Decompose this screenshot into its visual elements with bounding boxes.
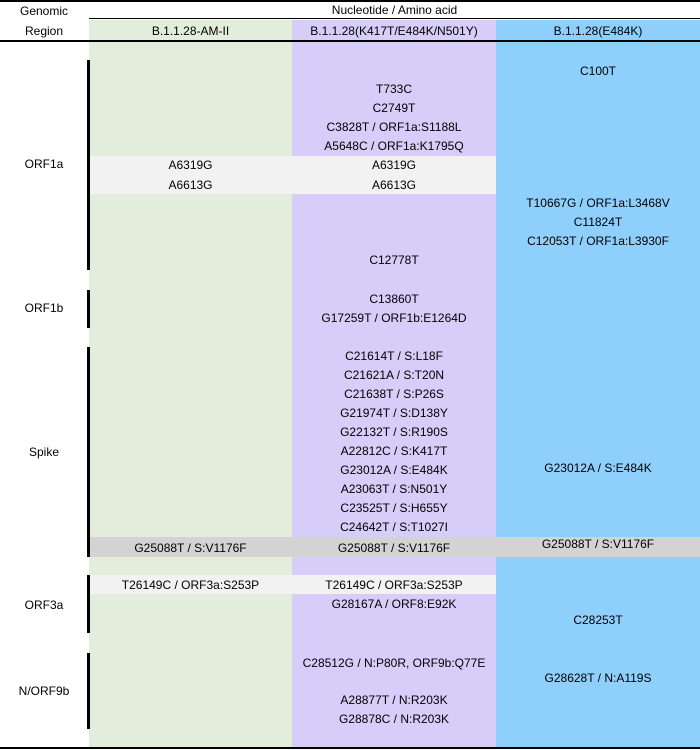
mutation-cell: A6319G xyxy=(168,158,213,172)
mutation-cell: C12778T xyxy=(369,253,419,267)
mutation-cell: C3828T / ORF1a:S1188L xyxy=(326,120,462,134)
mutation-cell: G25088T / S:V1176F xyxy=(541,537,655,551)
mutation-cell: C24642T / S:T1027I xyxy=(340,520,448,534)
mutation-cell: G28628T / N:A119S xyxy=(544,671,652,685)
mutation-cell: A28877T / N:R203K xyxy=(340,693,448,707)
mutation-cell: T10667G / ORF1a:L3468V xyxy=(526,196,670,210)
mutation-cell: C13860T xyxy=(369,292,419,306)
top-rule xyxy=(0,0,700,2)
mutation-cell: C2749T xyxy=(372,101,416,115)
mutation-cell: A23063T / S:N501Y xyxy=(340,482,448,496)
mutation-cell: G25088T / S:V1176F xyxy=(134,541,247,555)
mutation-cell: C28512G / N:P80R, ORF9b:Q77E xyxy=(302,656,486,670)
mutation-cell: G23012A / S:E484K xyxy=(544,461,652,475)
mutation-cell: T26149C / ORF3a:S253P xyxy=(121,578,260,592)
column-header-2: B.1.1.28(K417T/E484K/N501Y) xyxy=(310,24,478,38)
mutation-cell: G23012A / S:E484K xyxy=(340,463,448,477)
mutation-cell: A6613G xyxy=(168,178,213,192)
mutation-cell: A22812C / S:K417T xyxy=(340,444,448,458)
region-label-norf9b: N/ORF9b xyxy=(18,684,70,698)
mutation-cell: C21621A / S:T20N xyxy=(343,368,445,382)
region-label-orf3a: ORF3a xyxy=(24,598,64,612)
mutation-cell: G25088T / S:V1176F xyxy=(337,541,451,555)
mutation-cell: C12053T / ORF1a:L3930F xyxy=(527,234,669,248)
region-label-spike: Spike xyxy=(28,445,60,459)
mutation-cell: A5648C / ORF1a:K1795Q xyxy=(324,139,464,153)
column-b1128-am-ii-bg xyxy=(89,20,292,747)
column-header-3: B.1.1.28(E484K) xyxy=(553,24,643,38)
mutation-cell: C21638T / S:P26S xyxy=(344,387,444,401)
genomic-header-line2: Region xyxy=(24,24,64,38)
header-bottom-rule xyxy=(0,40,700,42)
region-label-orf1a: ORF1a xyxy=(24,157,64,171)
mutation-cell: G22132T / S:R190S xyxy=(340,425,448,439)
mutation-cell: G17259T / ORF1b:E1264D xyxy=(321,311,467,325)
mutation-cell: G21974T / S:D138Y xyxy=(340,406,448,420)
bottom-rule xyxy=(0,747,700,749)
mutation-cell: C28253T xyxy=(573,613,623,627)
column-header-1: B.1.1.28-AM-II xyxy=(151,24,230,38)
mutation-cell: A6613G xyxy=(371,178,417,192)
mutation-cell: C23525T / S:H655Y xyxy=(340,501,448,515)
mutation-cell: C100T xyxy=(579,64,617,78)
mutation-cell: T26149C / ORF3a:S253P xyxy=(325,578,463,592)
column-b1128-e484k-bg xyxy=(496,20,700,747)
header-subrule xyxy=(89,18,700,19)
region-label-orf1b: ORF1b xyxy=(24,301,64,315)
genomic-header-line1: Genomic xyxy=(19,4,69,18)
mutation-cell: G28878C / N:R203K xyxy=(338,712,450,726)
mutation-cell: A6319G xyxy=(371,158,417,172)
mutation-cell: C11824T xyxy=(573,215,623,229)
mutation-cell: T733C xyxy=(375,82,413,96)
mutation-cell: G28167A / ORF8:E92K xyxy=(331,597,457,611)
mutation-cell: C21614T / S:L18F xyxy=(345,349,443,363)
nucleotide-header: Nucleotide / Amino acid xyxy=(331,3,458,17)
